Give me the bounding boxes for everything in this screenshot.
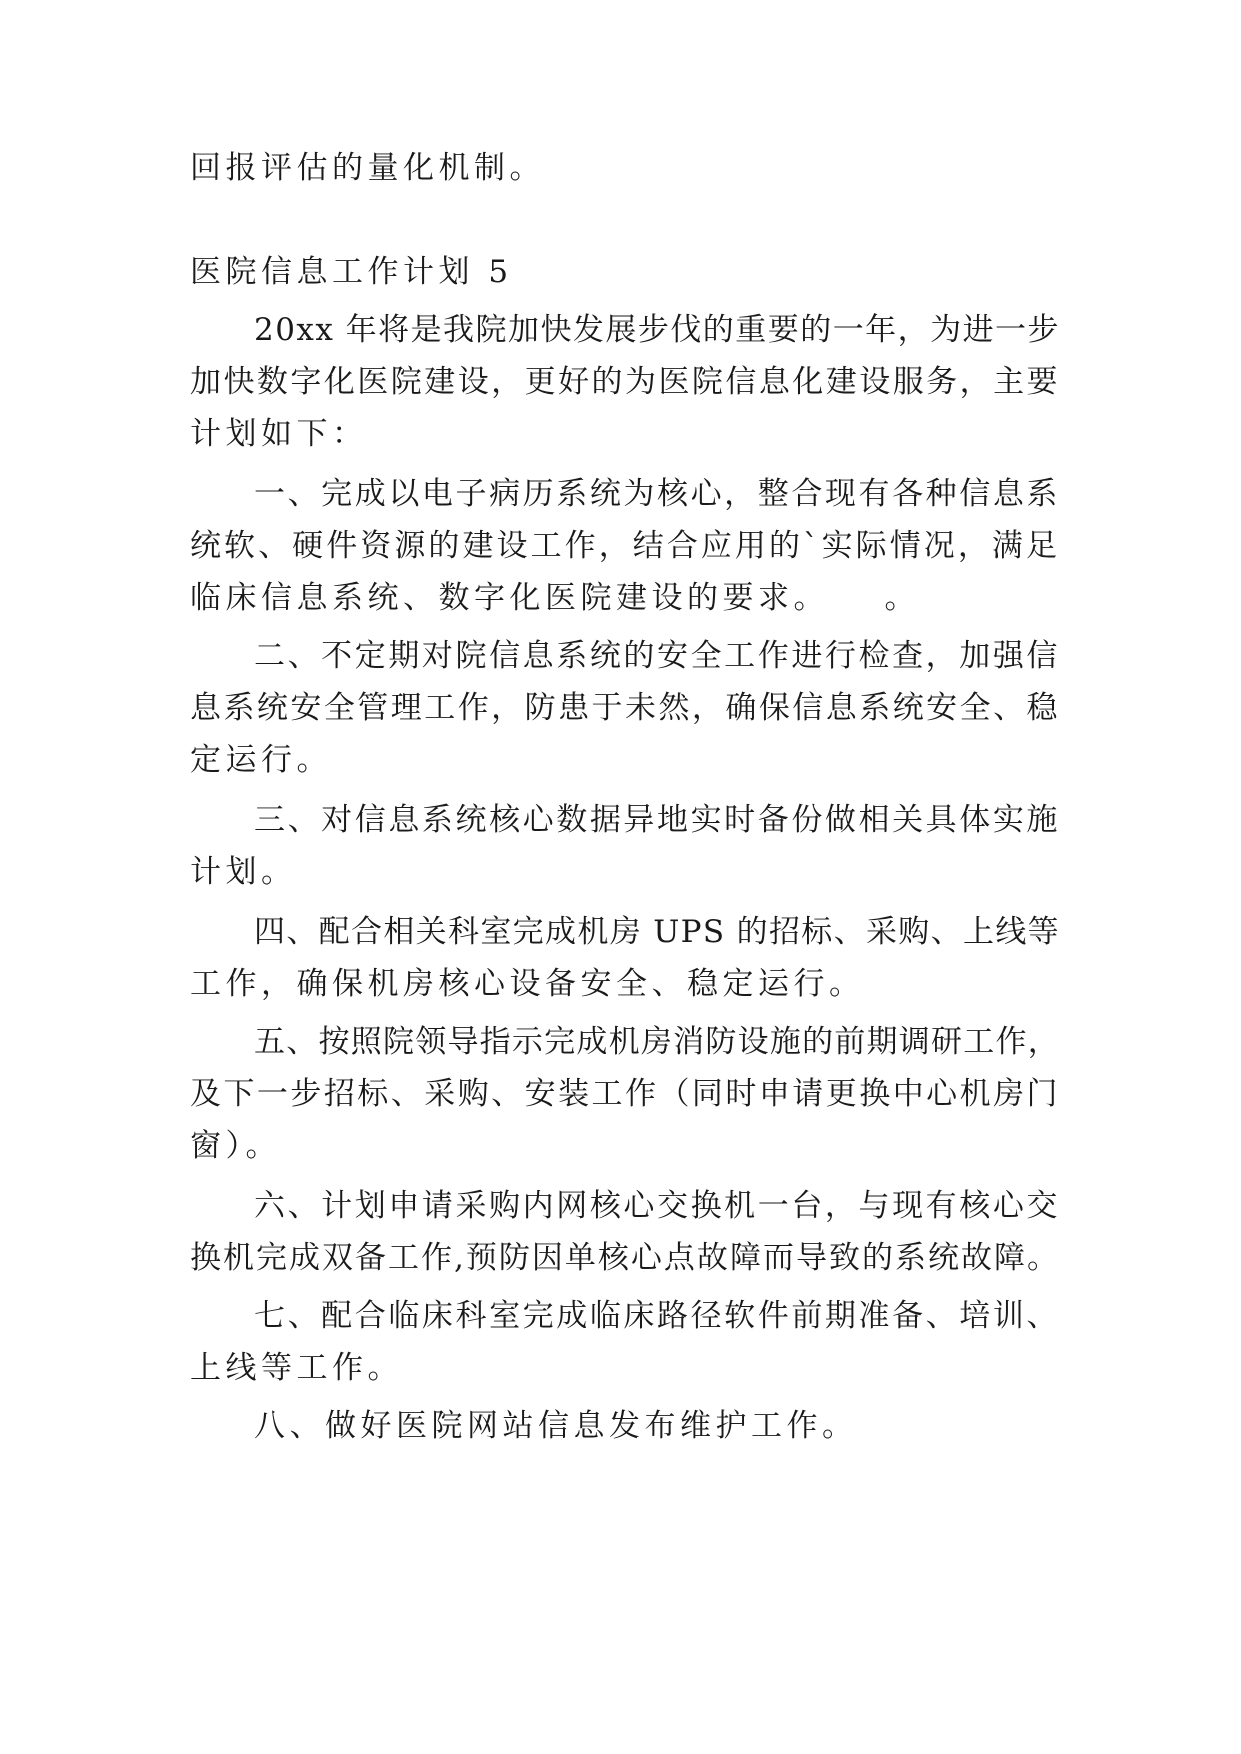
paragraph-line: 回报评估的量化机制。 xyxy=(190,150,545,186)
paragraph-line: 一、完成以电子病历系统为核心，整合现有各种信息系 xyxy=(254,476,1060,512)
paragraph-line: 工作，确保机房核心设备安全、稳定运行。 xyxy=(190,966,865,1002)
paragraph-line: 八、做好医院网站信息发布维护工作。 xyxy=(254,1408,858,1444)
section-title: 医院信息工作计划 5 xyxy=(190,254,513,290)
paragraph-line: 七、配合临床科室完成临床路径软件前期准备、培训、 xyxy=(254,1298,1060,1334)
paragraph-line: 六、计划申请采购内网核心交换机一台，与现有核心交 xyxy=(254,1188,1060,1224)
paragraph-line: 计划。 xyxy=(190,854,297,890)
paragraph-line: 及下一步招标、采购、安装工作（同时申请更换中心机房门 xyxy=(190,1076,1060,1112)
paragraph-line: 统软、硬件资源的建设工作，结合应用的`实际情况，满足 xyxy=(190,528,1060,564)
paragraph-line: 计划如下： xyxy=(190,416,368,452)
paragraph-line: 20xx 年将是我院加快发展步伐的重要的一年，为进一步 xyxy=(254,312,1060,348)
paragraph-line: 二、不定期对院信息系统的安全工作进行检查，加强信 xyxy=(254,638,1060,674)
paragraph-line: 定运行。 xyxy=(190,742,332,778)
paragraph-line: 窗）。 xyxy=(190,1128,281,1164)
paragraph-line: 换机完成双备工作,预防因单核心点故障而导致的系统故障。 xyxy=(190,1240,1060,1276)
paragraph-line: 上线等工作。 xyxy=(190,1350,403,1386)
paragraph-line: 临床信息系统、数字化医院建设的要求。 。 xyxy=(190,580,920,616)
paragraph-line: 息系统安全管理工作，防患于未然，确保信息系统安全、稳 xyxy=(190,690,1060,726)
paragraph-line: 三、对信息系统核心数据异地实时备份做相关具体实施 xyxy=(254,802,1060,838)
paragraph-line: 五、按照院领导指示完成机房消防设施的前期调研工作， xyxy=(254,1024,1060,1060)
paragraph-line: 四、配合相关科室完成机房 UPS 的招标、采购、上线等 xyxy=(254,914,1060,950)
paragraph-line: 加快数字化医院建设，更好的为医院信息化建设服务，主要 xyxy=(190,364,1060,400)
